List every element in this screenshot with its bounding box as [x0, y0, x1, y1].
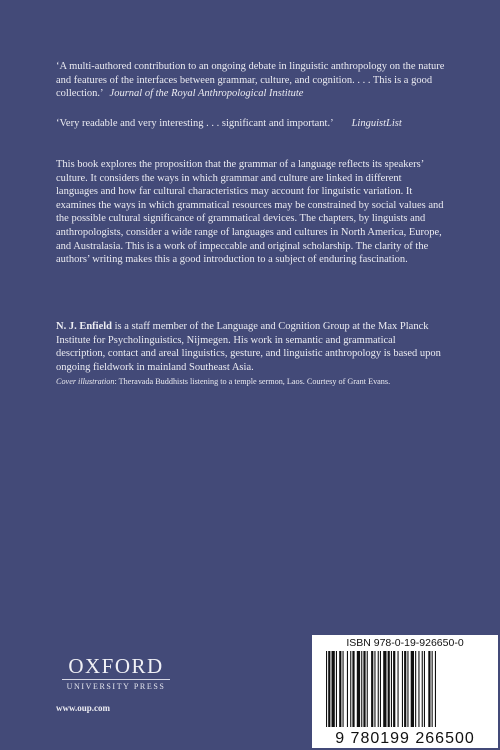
review-quote-2 — [56, 117, 446, 131]
publisher-subtitle: UNIVERSITY PRESS — [66, 682, 166, 691]
review-quote-1 — [56, 60, 446, 101]
cover-credit-text: : Theravada Buddhists listening to a temple sermon, Laos. Courtesy of Grant Evans. — [114, 377, 391, 386]
author-bio — [56, 320, 446, 374]
review-text: ‘Very readable and very interesting . . . significant and important.’ — [56, 118, 334, 129]
isbn-number: ISBN 978-0-19-926650-0 — [346, 637, 464, 649]
publisher-website: www.oup.com — [56, 703, 111, 713]
review-source: Journal of the Royal Anthropological Institute — [109, 88, 304, 100]
publisher-name: OXFORD — [68, 654, 164, 678]
book-description: This book explores the proposition that the grammar of a language reflects its speakers’ culture. It considers the ways in which grammar and culture are linked in different languages and how far cultural characteristics may account for linguistic variation. It examines the ways in which grammatical resources may be constrained by social values and the possible cultural significance of grammatical devices. The chapters, by linguists and anthropologists, consider a wide range of languages and cultures in North America, Europe, and Australasia. This is a work of impeccable and original scholarship. The clarity of the authors’ writing makes this a good introduction to a subject of enduring fascination. — [56, 159, 444, 266]
review-source: LinguistList — [351, 118, 402, 129]
review-text: ‘A multi-authored contribution to an ongoing debate in linguistic anthropology on the nature and features of the interfaces between grammar, culture, and cognition. . . . This is a good collection.’ — [56, 61, 445, 100]
publisher-logo-rule — [62, 679, 170, 680]
barcode-digits: 9 780199 266500 — [335, 730, 475, 747]
author-name: N. J. Enfield — [56, 321, 113, 332]
author-bio-text: is a staff member of the Language and Cognition Group at the Max Planck Institute for Psycholinguistics, Nijmegen. His work in semantic and grammatical description, contact and areal linguistics, gesture, and linguistic anthropology is based upon ongoing fieldwork in mainland Southeast Asia. — [56, 321, 441, 373]
publisher-logo — [56, 655, 176, 691]
cover-credit-label: Cover illustration — [56, 377, 115, 386]
barcode-bars — [316, 649, 494, 729]
isbn-barcode — [312, 635, 498, 748]
cover-illustration-credit — [56, 376, 456, 387]
